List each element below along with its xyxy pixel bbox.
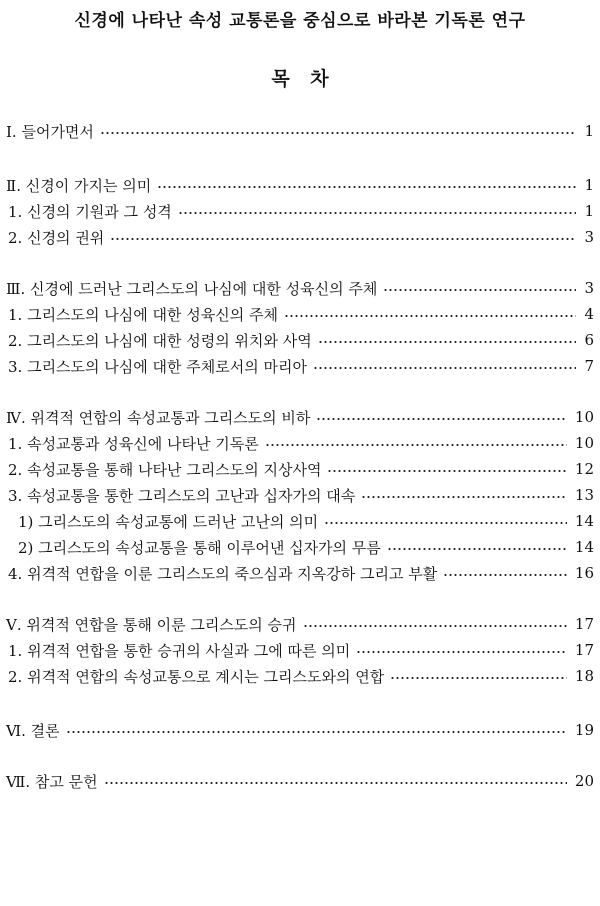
leader-dots bbox=[265, 444, 567, 446]
toc-entry-chapter-3[interactable] bbox=[0, 276, 594, 300]
toc-label: 1. 위격적 연합을 통한 승귀의 사실과 그에 따른 의미 bbox=[8, 641, 351, 660]
leader-dots bbox=[387, 548, 567, 550]
toc-entry-4-3-1[interactable] bbox=[0, 509, 594, 533]
leader-dots bbox=[327, 470, 566, 472]
toc-entry-4-3-2[interactable] bbox=[0, 535, 594, 559]
toc-entry-3-3[interactable] bbox=[0, 354, 594, 378]
leader-dots bbox=[361, 496, 567, 498]
toc-label: Ⅱ. 신경이 가지는 의미 bbox=[6, 176, 152, 195]
leader-dots bbox=[324, 522, 567, 524]
leader-dots bbox=[356, 651, 567, 653]
toc-page-number: 17 bbox=[574, 641, 594, 659]
toc-entry-3-2[interactable] bbox=[0, 328, 594, 352]
toc-label: 1. 속성교통과 성육신에 나타난 기독론 bbox=[8, 434, 259, 453]
leader-dots bbox=[157, 186, 576, 188]
toc-label: 1. 신경의 기원과 그 성격 bbox=[8, 202, 172, 221]
toc-entry-4-1[interactable] bbox=[0, 431, 594, 455]
leader-dots bbox=[66, 731, 567, 733]
document-title: 신경에 나타난 속성 교통론을 중심으로 바라본 기독론 연구 bbox=[74, 11, 526, 31]
toc-page-number: 10 bbox=[574, 434, 594, 452]
toc-label: Ⅳ. 위격적 연합의 속성교통과 그리스도의 비하 bbox=[6, 408, 311, 427]
toc-page-number: 4 bbox=[584, 305, 594, 323]
toc-page-number: 1 bbox=[584, 122, 594, 140]
toc-label: 2. 속성교통을 통해 나타난 그리스도의 지상사역 bbox=[8, 460, 322, 479]
leader-dots bbox=[110, 238, 576, 240]
toc-page-number: 14 bbox=[574, 512, 594, 530]
toc-entry-conclusion[interactable] bbox=[0, 718, 594, 742]
leader-dots bbox=[104, 782, 567, 784]
toc-entry-5-1[interactable] bbox=[0, 638, 594, 662]
toc-page-number: 12 bbox=[574, 460, 594, 478]
toc-label: 2) 그리스도의 속성교통을 통해 이루어낸 십자가의 무름 bbox=[18, 538, 381, 557]
toc-entry-5-2[interactable] bbox=[0, 664, 594, 688]
toc-page-number: 1 bbox=[584, 202, 594, 220]
toc-entry-chapter-2[interactable] bbox=[0, 173, 594, 197]
toc-page-number: 10 bbox=[574, 408, 594, 426]
toc-label: Ⅵ. 결론 bbox=[6, 721, 60, 740]
toc-label: 2. 위격적 연합의 속성교통으로 계시는 그리스도와의 연합 bbox=[8, 667, 385, 686]
toc-page-number: 7 bbox=[584, 357, 594, 375]
toc-label: 1. 그리스도의 나심에 대한 성육신의 주체 bbox=[8, 305, 278, 324]
leader-dots bbox=[303, 625, 567, 627]
leader-dots bbox=[316, 418, 566, 420]
toc-page-number: 6 bbox=[584, 331, 594, 349]
toc-entry-chapter-4[interactable] bbox=[0, 405, 594, 429]
toc-page-number: 3 bbox=[584, 228, 594, 246]
leader-dots bbox=[313, 367, 576, 369]
toc-label: 1) 그리스도의 속성교통에 드러난 고난의 의미 bbox=[18, 512, 319, 531]
toc-entry-4-4[interactable] bbox=[0, 561, 594, 585]
toc-label: 2. 신경의 권위 bbox=[8, 228, 105, 247]
toc-page-number: 14 bbox=[574, 538, 594, 556]
toc-label: Ⅴ. 위격적 연합을 통해 이룬 그리스도의 승귀 bbox=[6, 615, 297, 634]
toc-page-number: 13 bbox=[574, 486, 594, 504]
toc-entry-2-2[interactable] bbox=[0, 225, 594, 249]
toc-page-number: 17 bbox=[574, 615, 594, 633]
toc-label: 3. 그리스도의 나심에 대한 주체로서의 마리아 bbox=[8, 357, 307, 376]
toc-page-number: 3 bbox=[584, 279, 594, 297]
toc-page-number: 1 bbox=[584, 176, 594, 194]
leader-dots bbox=[383, 289, 576, 291]
toc-entry-references[interactable] bbox=[0, 769, 594, 793]
toc-page-number: 18 bbox=[574, 667, 594, 685]
toc-heading: 목 차 bbox=[271, 68, 329, 90]
toc-page-number: 16 bbox=[574, 564, 594, 582]
toc-label: Ⅶ. 참고 문헌 bbox=[6, 772, 98, 791]
toc-label: 4. 위격적 연합을 이룬 그리스도의 죽으심과 지옥강하 그리고 부활 bbox=[8, 564, 438, 583]
toc-page-number: 20 bbox=[574, 772, 594, 790]
leader-dots bbox=[284, 315, 576, 317]
toc-label: 3. 속성교통을 통한 그리스도의 고난과 십자가의 대속 bbox=[8, 486, 356, 505]
toc-entry-4-2[interactable] bbox=[0, 457, 594, 481]
toc-label: Ⅲ. 신경에 드러난 그리스도의 나심에 대한 성육신의 주체 bbox=[6, 279, 378, 298]
toc-entry-4-3[interactable] bbox=[0, 483, 594, 507]
toc-entry-intro[interactable] bbox=[0, 119, 594, 143]
toc-entry-3-1[interactable] bbox=[0, 302, 594, 326]
toc-label: Ⅰ. 들어가면서 bbox=[6, 122, 94, 141]
toc-label: 2. 그리스도의 나심에 대한 성령의 위치와 사역 bbox=[8, 331, 312, 350]
toc-entry-2-1[interactable] bbox=[0, 199, 594, 223]
leader-dots bbox=[178, 212, 577, 214]
toc-entry-chapter-5[interactable] bbox=[0, 612, 594, 636]
toc-page-number: 19 bbox=[574, 721, 594, 739]
leader-dots bbox=[443, 574, 567, 576]
leader-dots bbox=[100, 132, 577, 134]
leader-dots bbox=[390, 677, 567, 679]
leader-dots bbox=[318, 341, 577, 343]
